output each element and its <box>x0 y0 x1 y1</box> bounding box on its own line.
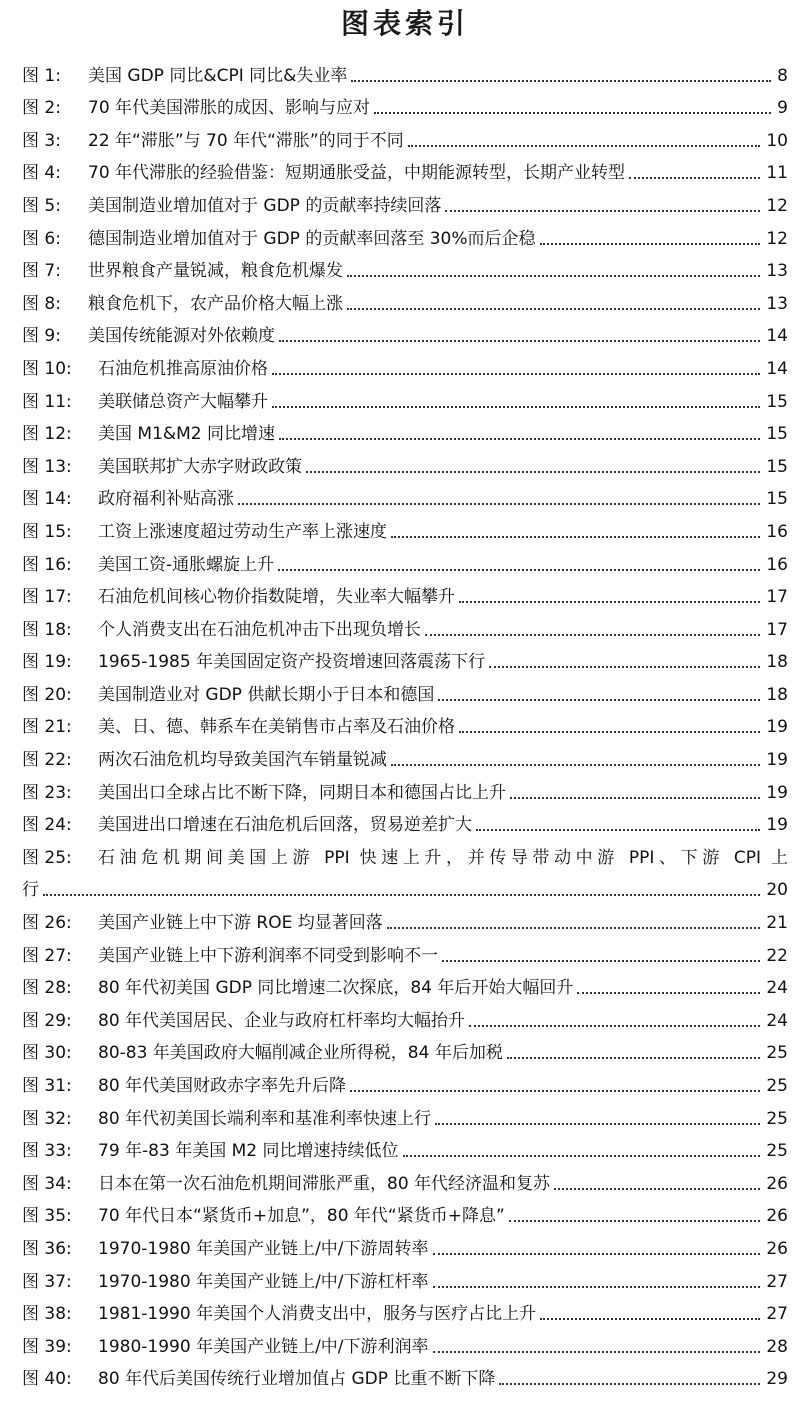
toc-entry-title: 80 年代美国财政赤字率先升后降 <box>98 1076 347 1096</box>
dot-leader <box>279 340 760 342</box>
dot-leader <box>476 829 760 831</box>
toc-entry-title: 80 年代初美国 GDP 同比增速二次探底，84 年后开始大幅回升 <box>98 978 574 999</box>
toc-entry-title: 80-83 年美国政府大幅削减企业所得税，84 年后加税 <box>98 1043 503 1064</box>
toc-entry-title: 美国出口全球占比不断下降，同期日本和德国占比上升 <box>98 782 506 803</box>
toc-entry-title: 石油危机期间美国上游 PPI 快速上升，并传导带动中游 PPI、下游 CPI 上 <box>98 847 788 868</box>
toc-entry-title: 美国传统能源对外依赖度 <box>88 326 275 347</box>
toc-entry-title: 1981-1990 年美国个人消费支出中，服务与医疗占比上升 <box>98 1304 537 1325</box>
toc-entry-page-number: 12 <box>766 228 788 249</box>
toc-entry-title: 22 年“滞胀”与 70 年代“滞胀”的同于不同 <box>88 130 404 151</box>
toc-entry[interactable] <box>22 1199 788 1232</box>
figure-index-list <box>22 58 788 1394</box>
toc-entry-title: 70 年代美国滞胀的成因、影响与应对 <box>88 98 371 119</box>
dot-leader <box>391 764 760 766</box>
toc-entry-title: 德国制造业增加值对于 GDP 的贡献率回落至 30%而后企稳 <box>88 228 536 249</box>
toc-entry-page-number: 25 <box>766 1043 788 1064</box>
toc-entry-label: 图 28: <box>22 978 72 999</box>
toc-entry-label: 图 36: <box>22 1238 72 1259</box>
toc-entry[interactable] <box>22 808 788 841</box>
dot-leader <box>403 1155 761 1157</box>
toc-entry-page-number: 19 <box>766 782 788 803</box>
toc-entry[interactable] <box>22 938 788 971</box>
dot-leader <box>629 177 760 179</box>
toc-entry-label: 图 30: <box>22 1043 72 1064</box>
toc-entry[interactable] <box>22 710 788 743</box>
toc-entry-label: 图 35: <box>22 1206 72 1227</box>
toc-entry-page-number: 15 <box>766 456 788 477</box>
dot-leader <box>433 1351 761 1353</box>
toc-entry-page-number: 11 <box>766 163 788 184</box>
toc-entry-label: 图 25: <box>22 847 72 868</box>
dot-leader <box>433 1286 761 1288</box>
toc-entry-label: 图 5: <box>22 195 61 216</box>
toc-entry-label: 图 12: <box>22 424 72 445</box>
dot-leader <box>387 927 761 929</box>
toc-entry-page-number: 13 <box>766 261 788 282</box>
dot-leader <box>238 503 760 505</box>
toc-entry-page-number: 24 <box>766 1010 788 1031</box>
toc-entry-title: 1970-1980 年美国产业链上/中/下游杠杆率 <box>98 1271 429 1292</box>
toc-entry-page-number: 19 <box>766 717 788 738</box>
toc-entry-page-number: 8 <box>777 65 788 86</box>
toc-entry-label: 图 7: <box>22 261 61 282</box>
toc-entry-page-number: 15 <box>766 391 788 412</box>
dot-leader <box>374 112 771 114</box>
toc-entry-label: 图 16: <box>22 554 72 575</box>
toc-entry[interactable] <box>22 482 788 515</box>
toc-entry-label: 图 8: <box>22 293 61 314</box>
toc-entry-label: 图 38: <box>22 1304 72 1325</box>
toc-entry[interactable] <box>22 514 788 547</box>
toc-entry-label: 图 31: <box>22 1076 72 1096</box>
toc-entry-label: 图 15: <box>22 521 72 542</box>
toc-entry-page-number: 14 <box>766 326 788 347</box>
toc-entry-page-number: 17 <box>766 619 788 640</box>
toc-entry[interactable] <box>22 971 788 1004</box>
toc-entry[interactable] <box>22 1166 788 1199</box>
toc-entry[interactable] <box>22 645 788 678</box>
dot-leader <box>577 992 760 994</box>
toc-entry[interactable] <box>22 677 788 710</box>
toc-entry-label: 图 22: <box>22 750 72 771</box>
toc-entry-title: 美联储总资产大幅攀升 <box>98 391 268 412</box>
toc-entry-label: 图 14: <box>22 489 72 510</box>
toc-entry-label: 图 10: <box>22 358 72 379</box>
toc-entry-title: 80 年代后美国传统行业增加值占 GDP 比重不断下降 <box>98 1369 496 1390</box>
dot-leader <box>489 666 760 668</box>
toc-entry-title: 石油危机推高原油价格 <box>98 358 268 379</box>
toc-entry-label: 图 27: <box>22 945 72 966</box>
toc-entry[interactable] <box>22 449 788 482</box>
toc-entry-title: 70 年代日本“紧货币+加息”，80 年代“紧货币+降息” <box>98 1206 505 1227</box>
toc-entry-page-number: 20 <box>766 880 788 901</box>
dot-leader <box>554 1188 760 1190</box>
toc-entry-page-number: 26 <box>766 1238 788 1259</box>
toc-entry-page-number: 13 <box>766 293 788 314</box>
dot-leader <box>351 80 771 82</box>
toc-entry-label: 图 3: <box>22 130 61 151</box>
dot-leader <box>347 275 760 277</box>
toc-entry-title: 美、日、德、韩系车在美销售市占率及石油价格 <box>98 717 455 738</box>
dot-leader <box>445 210 760 212</box>
toc-entry-page-number: 28 <box>766 1336 788 1357</box>
toc-entry-page-number: 16 <box>766 521 788 542</box>
dot-leader <box>272 406 760 408</box>
toc-entry[interactable] <box>22 156 788 189</box>
toc-entry-title: 美国 GDP 同比&CPI 同比&失业率 <box>88 65 348 86</box>
toc-entry[interactable] <box>22 1264 788 1297</box>
toc-entry-label: 图 19: <box>22 652 72 673</box>
toc-entry[interactable] <box>22 580 788 613</box>
toc-entry-label: 图 37: <box>22 1271 72 1292</box>
dot-leader <box>499 1383 760 1385</box>
toc-entry-title: 工资上涨速度超过劳动生产率上涨速度 <box>98 521 387 542</box>
dot-leader <box>459 601 760 603</box>
toc-entry-label: 图 24: <box>22 815 72 836</box>
toc-entry[interactable] <box>22 123 788 156</box>
toc-entry-page-number: 26 <box>766 1173 788 1194</box>
toc-entry-title: 1970-1980 年美国产业链上/中/下游周转率 <box>98 1238 429 1259</box>
toc-entry-label: 图 17: <box>22 587 72 608</box>
toc-entry-title: 石油危机间核心物价指数陡增，失业率大幅攀升 <box>98 587 455 608</box>
toc-entry-page-number: 9 <box>777 98 788 119</box>
toc-entry[interactable] <box>22 547 788 580</box>
toc-entry-page-number: 19 <box>766 815 788 836</box>
toc-entry-label: 图 20: <box>22 684 72 705</box>
dot-leader <box>435 1123 760 1125</box>
toc-entry-label: 图 13: <box>22 456 72 477</box>
toc-entry-title: 80 年代初美国长端利率和基准利率快速上行 <box>98 1108 432 1129</box>
toc-entry[interactable] <box>22 1134 788 1167</box>
dot-leader <box>272 373 760 375</box>
toc-entry-title: 美国工资-通胀螺旋上升 <box>98 554 275 575</box>
toc-entry-title: 个人消费支出在石油危机冲击下出现负增长 <box>98 619 421 640</box>
toc-entry-title: 1965-1985 年美国固定资产投资增速回落震荡下行 <box>98 652 486 673</box>
toc-entry-page-number: 24 <box>766 978 788 999</box>
toc-entry[interactable] <box>22 1101 788 1134</box>
toc-entry-page-number: 19 <box>766 750 788 771</box>
toc-entry[interactable] <box>22 351 788 384</box>
toc-entry-page-number: 17 <box>766 587 788 608</box>
toc-entry-page-number: 21 <box>766 913 788 934</box>
toc-entry[interactable] <box>22 254 788 287</box>
dot-leader <box>391 536 760 538</box>
toc-entry-label: 图 1: <box>22 65 61 86</box>
toc-entry[interactable] <box>22 1297 788 1330</box>
dot-leader <box>278 569 760 571</box>
toc-entry-title: 1980-1990 年美国产业链上/中/下游利润率 <box>98 1336 429 1357</box>
toc-entry[interactable] <box>22 188 788 221</box>
dot-leader <box>43 894 760 896</box>
toc-entry-title: 美国产业链上中下游利润率不同受到影响不一 <box>98 945 438 966</box>
toc-entry-page-number: 25 <box>766 1076 788 1096</box>
toc-entry-title: 79 年-83 年美国 M2 同比增速持续低位 <box>98 1141 399 1162</box>
toc-entry-label: 图 21: <box>22 717 72 738</box>
toc-entry-title: 美国 M1&M2 同比增速 <box>98 424 276 445</box>
toc-entry-title-continued: 行 <box>22 880 39 901</box>
toc-entry-page-number: 25 <box>766 1108 788 1129</box>
dot-leader <box>510 797 760 799</box>
toc-entry-page-number: 27 <box>766 1304 788 1325</box>
toc-entry-title: 日本在第一次石油危机期间滞胀严重，80 年代经济温和复苏 <box>98 1173 551 1194</box>
toc-entry[interactable] <box>22 1003 788 1036</box>
toc-entry[interactable] <box>22 221 788 254</box>
toc-entry[interactable] <box>22 1362 788 1395</box>
toc-entry[interactable] <box>22 417 788 450</box>
toc-entry[interactable] <box>22 1036 788 1069</box>
dot-leader <box>469 1025 760 1027</box>
toc-entry-label: 图 39: <box>22 1336 72 1357</box>
toc-entry-label: 图 34: <box>22 1173 72 1194</box>
dot-leader <box>459 731 760 733</box>
dot-leader <box>306 471 760 473</box>
toc-entry-label: 图 18: <box>22 619 72 640</box>
toc-entry-page-number: 15 <box>766 489 788 510</box>
dot-leader <box>442 960 760 962</box>
toc-entry-label: 图 9: <box>22 326 61 347</box>
toc-entry-page-number: 18 <box>766 652 788 673</box>
toc-entry[interactable] <box>22 775 788 808</box>
toc-entry-title: 美国产业链上中下游 ROE 均显著回落 <box>98 913 383 934</box>
toc-entry[interactable] <box>22 1329 788 1362</box>
toc-entry-page-number: 22 <box>766 945 788 966</box>
dot-leader <box>347 308 760 310</box>
toc-entry-page-number: 14 <box>766 358 788 379</box>
toc-entry[interactable] <box>22 319 788 352</box>
dot-leader <box>540 1318 760 1320</box>
toc-entry-page-number: 10 <box>766 130 788 151</box>
page-title: 图表索引 <box>340 7 469 40</box>
toc-entry-label: 图 29: <box>22 1010 72 1031</box>
toc-entry[interactable] <box>22 91 788 124</box>
toc-entry-title: 美国制造业增加值对于 GDP 的贡献率持续回落 <box>88 195 442 216</box>
dot-leader <box>408 145 761 147</box>
toc-entry-label: 图 33: <box>22 1141 72 1162</box>
toc-entry-label: 图 26: <box>22 913 72 934</box>
toc-entry-label: 图 11: <box>22 391 72 412</box>
toc-entry-page-number: 29 <box>766 1369 788 1390</box>
toc-entry-title: 美国进出口增速在石油危机后回落，贸易逆差扩大 <box>98 815 472 836</box>
toc-entry[interactable] <box>22 742 788 775</box>
toc-entry[interactable] <box>22 58 788 91</box>
toc-entry-title: 粮食危机下，农产品价格大幅上涨 <box>88 293 343 314</box>
toc-entry[interactable] <box>22 905 788 938</box>
toc-entry-label: 图 6: <box>22 228 61 249</box>
dot-leader <box>350 1090 760 1092</box>
toc-entry-page-number: 26 <box>766 1206 788 1227</box>
toc-entry-label: 图 23: <box>22 782 72 803</box>
toc-entry-page-number: 15 <box>766 424 788 445</box>
toc-entry[interactable] <box>22 840 788 905</box>
toc-entry[interactable] <box>22 286 788 319</box>
toc-entry-label: 图 32: <box>22 1108 72 1129</box>
dot-leader <box>279 438 760 440</box>
toc-entry-title: 美国联邦扩大赤字财政政策 <box>98 456 302 477</box>
dot-leader <box>438 699 760 701</box>
toc-entry-title: 70 年代滞胀的经验借鉴：短期通胀受益，中期能源转型，长期产业转型 <box>88 163 626 184</box>
toc-entry-title: 两次石油危机均导致美国汽车销量锐减 <box>98 750 387 771</box>
toc-entry-title: 美国制造业对 GDP 供献长期小于日本和德国 <box>98 684 435 705</box>
toc-entry[interactable] <box>22 1231 788 1264</box>
toc-entry-page-number: 27 <box>766 1271 788 1292</box>
dot-leader <box>540 243 761 245</box>
dot-leader <box>433 1253 761 1255</box>
toc-entry[interactable] <box>22 1068 788 1101</box>
toc-entry-title: 80 年代美国居民、企业与政府杠杆率均大幅抬升 <box>98 1010 466 1031</box>
toc-entry-label: 图 2: <box>22 98 61 119</box>
toc-entry-label: 图 4: <box>22 163 61 184</box>
toc-entry[interactable] <box>22 612 788 645</box>
toc-entry-page-number: 25 <box>766 1141 788 1162</box>
toc-entry-page-number: 16 <box>766 554 788 575</box>
toc-entry-title: 政府福利补贴高涨 <box>98 489 234 510</box>
toc-entry-page-number: 18 <box>766 684 788 705</box>
toc-entry-page-number: 12 <box>766 195 788 216</box>
toc-entry-label: 图 40: <box>22 1369 72 1390</box>
dot-leader <box>507 1057 761 1059</box>
dot-leader <box>509 1220 761 1222</box>
dot-leader <box>425 634 760 636</box>
toc-entry-title: 世界粮食产量锐减，粮食危机爆发 <box>88 261 343 282</box>
toc-entry[interactable] <box>22 384 788 417</box>
